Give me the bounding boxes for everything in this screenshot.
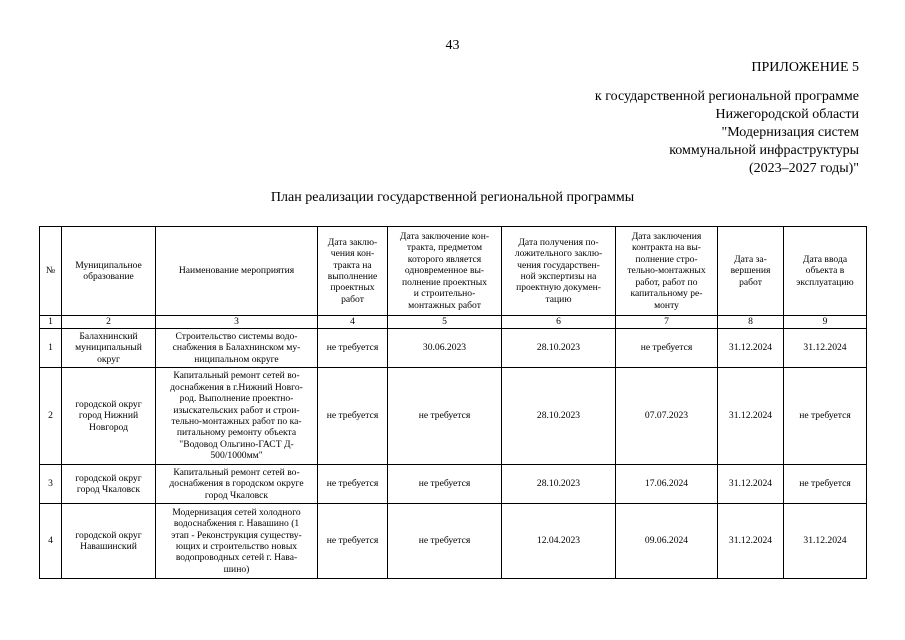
cell-text-line: 3 [48,478,53,490]
cell-text-line: работ [341,293,364,305]
cell-text-line: тельно-монтажных работ по ка- [171,416,302,427]
cell-text-line: доснабжения в городском округе [169,478,304,490]
measure-name-cell [156,504,318,579]
cell-text-line: тракта, предметом [406,242,483,254]
cell-text-line: не требуется [640,342,693,354]
cell-text-line: Навашинский [80,541,137,552]
appendix-title: ПРИЛОЖЕНИЕ 5 [751,60,859,75]
cell-text-line: округ [97,353,120,365]
column-number: 2 [62,316,156,329]
cell-text-line: 28.10.2023 [536,478,581,490]
cell-text-line: и строительно- [413,288,476,300]
cell-text-line: ложительного заклю- [514,248,603,260]
cell-text-line: город Чкаловск [76,484,141,495]
cell-text-line: эксплуатацию [796,276,854,288]
cell-text-line: Муниципальное [75,259,142,271]
cell-text-line: ниципальном округе [194,353,279,365]
cell-text-line: водоснабжения г. Навашино (1 [173,518,300,530]
measure-name-cell [156,465,318,504]
column-number: 1 [40,316,62,329]
column-number: 4 [318,316,388,329]
cell-text-line: Капитальный ремонт сетей во- [173,370,300,382]
cell-text-line: ющих и строительство новых [175,541,298,552]
completion-date-cell [718,368,784,465]
completion-date-cell [718,465,784,504]
appendix-line: к государственной региональной программе [594,89,859,104]
municipality-cell [62,368,156,465]
cell-text-line: не требуется [418,535,471,547]
cell-text-line: 31.12.2024 [728,410,773,422]
commissioning-date-cell [784,504,867,579]
header-cell [784,227,867,316]
cell-text-line: образование [83,271,134,282]
table-row [40,368,867,465]
cell-text-line: 28.10.2023 [536,410,581,422]
cell-text-line: водопроводных сетей г. Нава- [175,552,298,564]
cell-text-line: выполнение [327,271,378,282]
cell-text-line: городской округ [75,398,142,410]
municipality-cell [62,329,156,368]
cell-text-line: работ, работ по [635,276,698,288]
cell-text-line: не требуется [326,342,379,354]
cell-text-line: не требуется [418,478,471,490]
cell-text-line: вершения [730,265,771,277]
cell-text-line: 500/1000мм" [210,450,263,462]
page-number: 43 [445,38,460,53]
cell-text-line: Дата заклю- [327,236,378,248]
header-cell [616,227,718,316]
cell-text-line: 31.12.2024 [728,342,773,354]
expertise-date-cell [502,329,616,368]
cell-text-line: 1 [48,342,53,354]
cell-text-line: 09.06.2024 [644,535,689,547]
cell-text-line: тракта на [333,259,372,271]
cell-text-line: 17.06.2024 [644,478,689,490]
column-number: 3 [156,316,318,329]
header-cell [502,227,616,316]
header-cell [718,227,784,316]
cell-text-line: Балахнинский [79,330,138,342]
cell-text-line: Дата ввода [802,253,848,265]
design-contract-date-cell [318,329,388,368]
cell-text-line: не требуется [799,410,851,422]
column-number: 8 [718,316,784,329]
cell-text-line: Новгород [89,421,128,433]
cell-text-line: монту [654,299,679,311]
table-row [40,465,867,504]
column-number-row [40,316,867,329]
design-contract-date-cell [318,504,388,579]
cell-text-line: чения кон- [330,248,375,260]
cell-text-line: не требуется [799,478,851,490]
cell-text-line: не требуется [326,478,379,490]
header-cell [62,227,156,316]
cell-text-line: город Нижний [78,410,139,422]
cell-text-line: город Чкаловск [204,489,269,501]
cell-text-line: чения государствен- [517,259,600,271]
cell-text-line: ной экспертизы на [520,271,597,282]
cell-text-line: снабжения в Балахнинском му- [172,342,301,354]
cell-text-line: 4 [48,535,53,547]
municipality-cell [62,504,156,579]
cell-text-line: полнение стро- [635,253,698,265]
column-number: 9 [784,316,867,329]
cell-text-line: 2 [48,410,53,422]
header-cell [318,227,388,316]
expertise-date-cell [502,465,616,504]
cell-text-line: тацию [545,293,572,305]
commissioning-date-cell [784,368,867,465]
cell-text-line: этап - Реконструкция существу- [171,529,302,541]
construction-contract-date-cell [616,368,718,465]
cell-text-line: муниципальный [75,342,142,354]
cell-text-line: Капитальный ремонт сетей во- [173,466,300,478]
cell-text-line: одновременное вы- [404,265,485,277]
column-number: 5 [388,316,502,329]
design-contract-date-cell [318,465,388,504]
cell-text-line: не требуется [326,410,379,422]
measure-name-cell [156,368,318,465]
completion-date-cell [718,329,784,368]
cell-text-line: Модернизация сетей холодного [172,506,301,518]
cell-text-line: 31.12.2024 [803,342,847,354]
construction-contract-date-cell [616,465,718,504]
cell-text-line: Строительство системы водо- [175,330,298,342]
construction-contract-date-cell [616,329,718,368]
cell-text-line: тельно-монтажных [627,265,706,277]
measure-name-cell [156,329,318,368]
cell-text-line: проектную докумен- [516,282,601,294]
cell-text-line: Дата заключение кон- [399,231,490,243]
cell-text-line: шино) [223,563,250,575]
expertise-date-cell [502,504,616,579]
cell-text-line: 31.12.2024 [728,478,773,490]
cell-text-line: не требуется [418,410,471,422]
cell-text-line: 30.06.2023 [422,342,467,354]
combined-contract-date-cell [388,329,502,368]
appendix-line: коммунальной инфраструктуры [669,143,859,158]
combined-contract-date-cell [388,504,502,579]
cell-text-line: контракта на вы- [632,242,701,254]
plan-title: План реализации государственной региональной программы [270,190,635,205]
cell-text-line: монтажных работ [408,299,481,311]
municipality-cell [62,465,156,504]
row-number-cell [40,329,62,368]
cell-text-line: 31.12.2024 [803,535,847,547]
table-row [40,504,867,579]
cell-text-line: которого является [407,253,482,265]
cell-text-line: Дата за- [734,253,767,265]
cell-text-line: питальному ремонту объекта [176,427,297,439]
row-number-cell [40,368,62,465]
cell-text-line: изыскательских работ и строи- [173,404,300,416]
cell-text-line: полнение проектных [401,276,488,288]
cell-text-line: род. Выполнение проектно- [179,393,294,405]
cell-text-line: 31.12.2024 [728,535,773,547]
cell-text-line: 12.04.2023 [536,535,581,547]
combined-contract-date-cell [388,465,502,504]
column-number: 7 [616,316,718,329]
table-row [40,329,867,368]
commissioning-date-cell [784,465,867,504]
cell-text-line: "Водовод Ольгино-ГАСТ Д- [179,438,294,450]
appendix-line: (2023–2027 годы)" [748,161,859,176]
header-cell [156,227,318,316]
cell-text-line: 07.07.2023 [644,410,689,422]
cell-text-line: № [45,265,56,277]
cell-text-line: объекта в [805,265,845,277]
cell-text-line: Дата получения по- [518,236,599,248]
cell-text-line: работ [739,276,762,288]
combined-contract-date-cell [388,368,502,465]
construction-contract-date-cell [616,504,718,579]
design-contract-date-cell [318,368,388,465]
header-row [40,227,867,316]
cell-text-line: городской округ [75,529,142,541]
cell-text-line: проектных [330,282,375,294]
row-number-cell [40,504,62,579]
appendix-subtitle [595,88,859,178]
commissioning-date-cell [784,329,867,368]
cell-text-line: 28.10.2023 [536,342,581,354]
expertise-date-cell [502,368,616,465]
header-cell [388,227,502,316]
appendix-line: "Модернизация систем [721,125,859,140]
cell-text-line: городской округ [75,472,142,484]
cell-text-line: доснабжения в г.Нижний Новго- [170,381,303,393]
plan-table [39,226,867,579]
cell-text-line: капитальному ре- [630,288,703,300]
row-number-cell [40,465,62,504]
header-cell [40,227,62,316]
cell-text-line: Наименование мероприятия [178,265,295,277]
appendix-line: Нижегородской области [715,107,859,122]
completion-date-cell [718,504,784,579]
cell-text-line: не требуется [326,535,379,547]
column-number: 6 [502,316,616,329]
cell-text-line: Дата заключения [631,231,702,243]
